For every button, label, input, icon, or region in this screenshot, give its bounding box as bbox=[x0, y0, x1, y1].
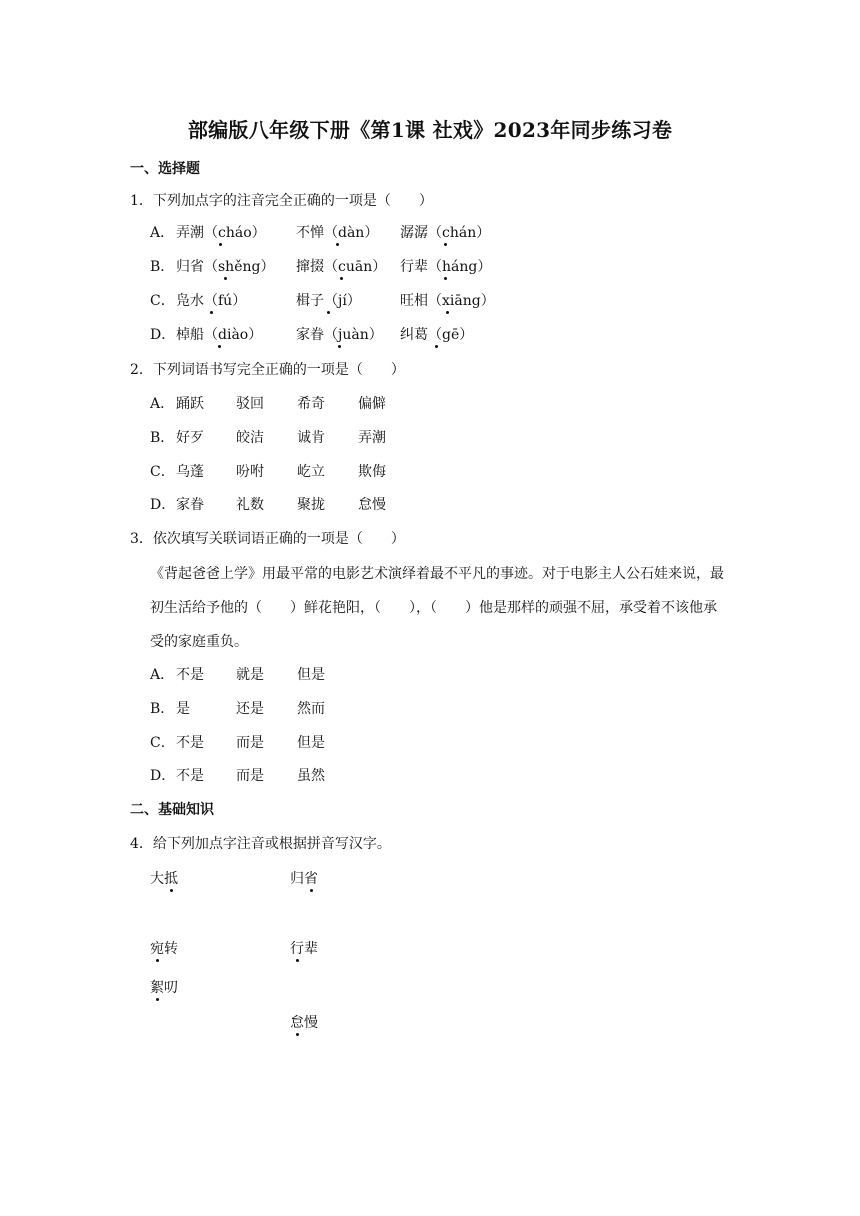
term-char-1: 旺 bbox=[400, 293, 414, 309]
term-char-2: 辈 bbox=[414, 259, 428, 275]
question-4-word bbox=[150, 938, 178, 958]
question-4-word bbox=[290, 868, 318, 888]
term-char-1: 归 bbox=[176, 259, 190, 275]
question-4-word bbox=[290, 938, 318, 958]
term-pinyin: （jí） bbox=[324, 293, 361, 309]
term-char-2: 掇 bbox=[310, 259, 324, 275]
option-word: 驳回 bbox=[236, 396, 264, 412]
option-letter: B． bbox=[150, 259, 175, 275]
term-pinyin: （cháo） bbox=[204, 225, 266, 241]
term-char-1: 棹 bbox=[176, 324, 190, 344]
question-1-option-c bbox=[150, 290, 710, 310]
term-char-2: 潮 bbox=[190, 222, 204, 242]
term-char-2: 惮 bbox=[310, 222, 324, 242]
question-4-word bbox=[150, 977, 178, 997]
term-char-1: 行 bbox=[400, 256, 414, 276]
question-2-option-a bbox=[150, 393, 650, 413]
option-word: 而是 bbox=[236, 735, 264, 751]
option-letter: A． bbox=[150, 396, 175, 412]
word-char-1: 絮 bbox=[150, 977, 164, 997]
question-3-stem: 3．依次填写关联词语正确的一项是（ ） bbox=[130, 531, 405, 547]
word-char-1: 归 bbox=[290, 871, 304, 887]
option-term bbox=[176, 256, 274, 276]
word-char-2: 省 bbox=[304, 868, 318, 888]
term-char-2: 相 bbox=[414, 290, 428, 310]
option-word: 不是 bbox=[176, 768, 204, 784]
option-letter: C． bbox=[150, 735, 175, 751]
question-4-word bbox=[150, 868, 178, 888]
question-2-option-d bbox=[150, 494, 650, 514]
section-heading-basics: 二、基础知识 bbox=[130, 802, 214, 818]
word-char-2: 抵 bbox=[164, 868, 178, 888]
option-letter: A． bbox=[150, 667, 175, 683]
option-word: 诚肯 bbox=[297, 430, 325, 446]
option-term bbox=[400, 324, 473, 344]
page-title: 部编版八年级下册《第1课 社戏》2023年同步练习卷 bbox=[187, 118, 673, 142]
word-char-2: 转 bbox=[164, 941, 178, 957]
word-char-2: 慢 bbox=[304, 1015, 318, 1031]
word-char-2: 辈 bbox=[304, 941, 318, 957]
term-char-2: 葛 bbox=[414, 324, 428, 344]
word-char-1: 大 bbox=[150, 871, 164, 887]
option-term bbox=[296, 324, 383, 344]
option-word: 礼数 bbox=[236, 497, 264, 513]
option-term bbox=[296, 222, 378, 242]
option-word: 聚拢 bbox=[297, 497, 325, 513]
question-3-passage: 《背起爸爸上学》用最平常的电影艺术演绎着最不平凡的事迹。对于电影主人公石娃来说，最初生活给予他的（ ）鲜花艳阳，（ ），（ ）他是那样的顽强不屈，承受着不该他承受的家庭重负。 bbox=[150, 566, 724, 650]
term-char-2: 子 bbox=[310, 293, 324, 309]
option-word: 家眷 bbox=[176, 497, 204, 513]
question-2-option-c bbox=[150, 461, 650, 481]
option-word: 皎洁 bbox=[236, 430, 264, 446]
question-4-stem: 4．给下列加点字注音或根据拼音写汉字。 bbox=[130, 836, 391, 852]
option-letter: D． bbox=[150, 768, 176, 784]
option-word: 但是 bbox=[297, 735, 325, 751]
option-word: 吩咐 bbox=[236, 464, 264, 480]
question-1-option-b bbox=[150, 256, 710, 276]
option-term bbox=[176, 290, 246, 310]
question-3-option-a bbox=[150, 664, 550, 684]
term-pinyin: （diào） bbox=[204, 327, 263, 343]
term-char-1: 凫 bbox=[176, 290, 190, 310]
term-char-1: 撺 bbox=[296, 256, 310, 276]
option-word: 不是 bbox=[176, 735, 204, 751]
option-word: 就是 bbox=[236, 667, 264, 683]
option-word: 而是 bbox=[236, 768, 264, 784]
question-3-option-c bbox=[150, 732, 550, 752]
term-pinyin: （chán） bbox=[428, 225, 491, 241]
option-letter: D． bbox=[150, 497, 176, 513]
option-term bbox=[400, 290, 495, 310]
term-pinyin: （juàn） bbox=[324, 327, 383, 343]
word-char-2: 叨 bbox=[164, 980, 178, 996]
option-letter: C． bbox=[150, 293, 175, 309]
term-char-2: 省 bbox=[190, 256, 204, 276]
option-term bbox=[176, 222, 266, 242]
term-pinyin: （gē） bbox=[428, 327, 474, 343]
question-1-stem: 1．下列加点字的注音完全正确的一项是（ ） bbox=[130, 193, 433, 209]
term-char-2: 眷 bbox=[310, 324, 324, 344]
term-char-1: 家 bbox=[296, 327, 310, 343]
term-pinyin: （dàn） bbox=[324, 225, 379, 241]
option-word: 屹立 bbox=[297, 464, 325, 480]
term-pinyin: （shěng） bbox=[204, 259, 275, 275]
option-word: 乌蓬 bbox=[176, 464, 204, 480]
word-char-1: 宛 bbox=[150, 938, 164, 958]
option-word: 不是 bbox=[176, 667, 204, 683]
question-1-option-d bbox=[150, 324, 710, 344]
question-2-stem: 2．下列词语书写完全正确的一项是（ ） bbox=[130, 362, 405, 378]
option-letter: D． bbox=[150, 327, 176, 343]
term-pinyin: （cuān） bbox=[324, 259, 387, 275]
question-4-word bbox=[290, 1012, 318, 1032]
option-word: 希奇 bbox=[297, 396, 325, 412]
term-char-2: 水 bbox=[190, 293, 204, 309]
option-term bbox=[400, 256, 491, 276]
option-letter: A． bbox=[150, 225, 175, 241]
word-char-1: 行 bbox=[290, 938, 304, 958]
option-word: 欺侮 bbox=[358, 464, 386, 480]
term-char-1: 潺 bbox=[400, 225, 414, 241]
question-2-option-b bbox=[150, 427, 650, 447]
option-word: 踊跃 bbox=[176, 396, 204, 412]
term-char-1: 不 bbox=[296, 225, 310, 241]
option-word: 怠慢 bbox=[358, 497, 386, 513]
option-word: 是 bbox=[176, 701, 190, 717]
option-term bbox=[176, 324, 262, 344]
option-letter: B． bbox=[150, 430, 175, 446]
term-char-2: 船 bbox=[190, 327, 204, 343]
option-word: 好歹 bbox=[176, 430, 204, 446]
option-word: 但是 bbox=[297, 667, 325, 683]
term-char-1: 弄 bbox=[176, 225, 190, 241]
question-1-option-a bbox=[150, 222, 710, 242]
option-letter: C． bbox=[150, 464, 175, 480]
term-pinyin: （fú） bbox=[204, 293, 247, 309]
term-char-1: 纠 bbox=[400, 327, 414, 343]
option-term bbox=[296, 256, 386, 276]
option-word: 虽然 bbox=[297, 768, 325, 784]
term-char-1: 楫 bbox=[296, 290, 310, 310]
option-letter: B． bbox=[150, 701, 175, 717]
question-3-option-b bbox=[150, 698, 550, 718]
question-3-option-d bbox=[150, 765, 550, 785]
option-word: 还是 bbox=[236, 701, 264, 717]
option-word: 偏僻 bbox=[358, 396, 386, 412]
section-heading-choice: 一、选择题 bbox=[130, 161, 200, 177]
term-char-2: 潺 bbox=[414, 222, 428, 242]
term-pinyin: （háng） bbox=[428, 259, 492, 275]
term-pinyin: （xiāng） bbox=[428, 293, 495, 309]
option-word: 弄潮 bbox=[358, 430, 386, 446]
option-term bbox=[400, 222, 490, 242]
word-char-1: 怠 bbox=[290, 1012, 304, 1032]
option-term bbox=[296, 290, 361, 310]
option-word: 然而 bbox=[297, 701, 325, 717]
